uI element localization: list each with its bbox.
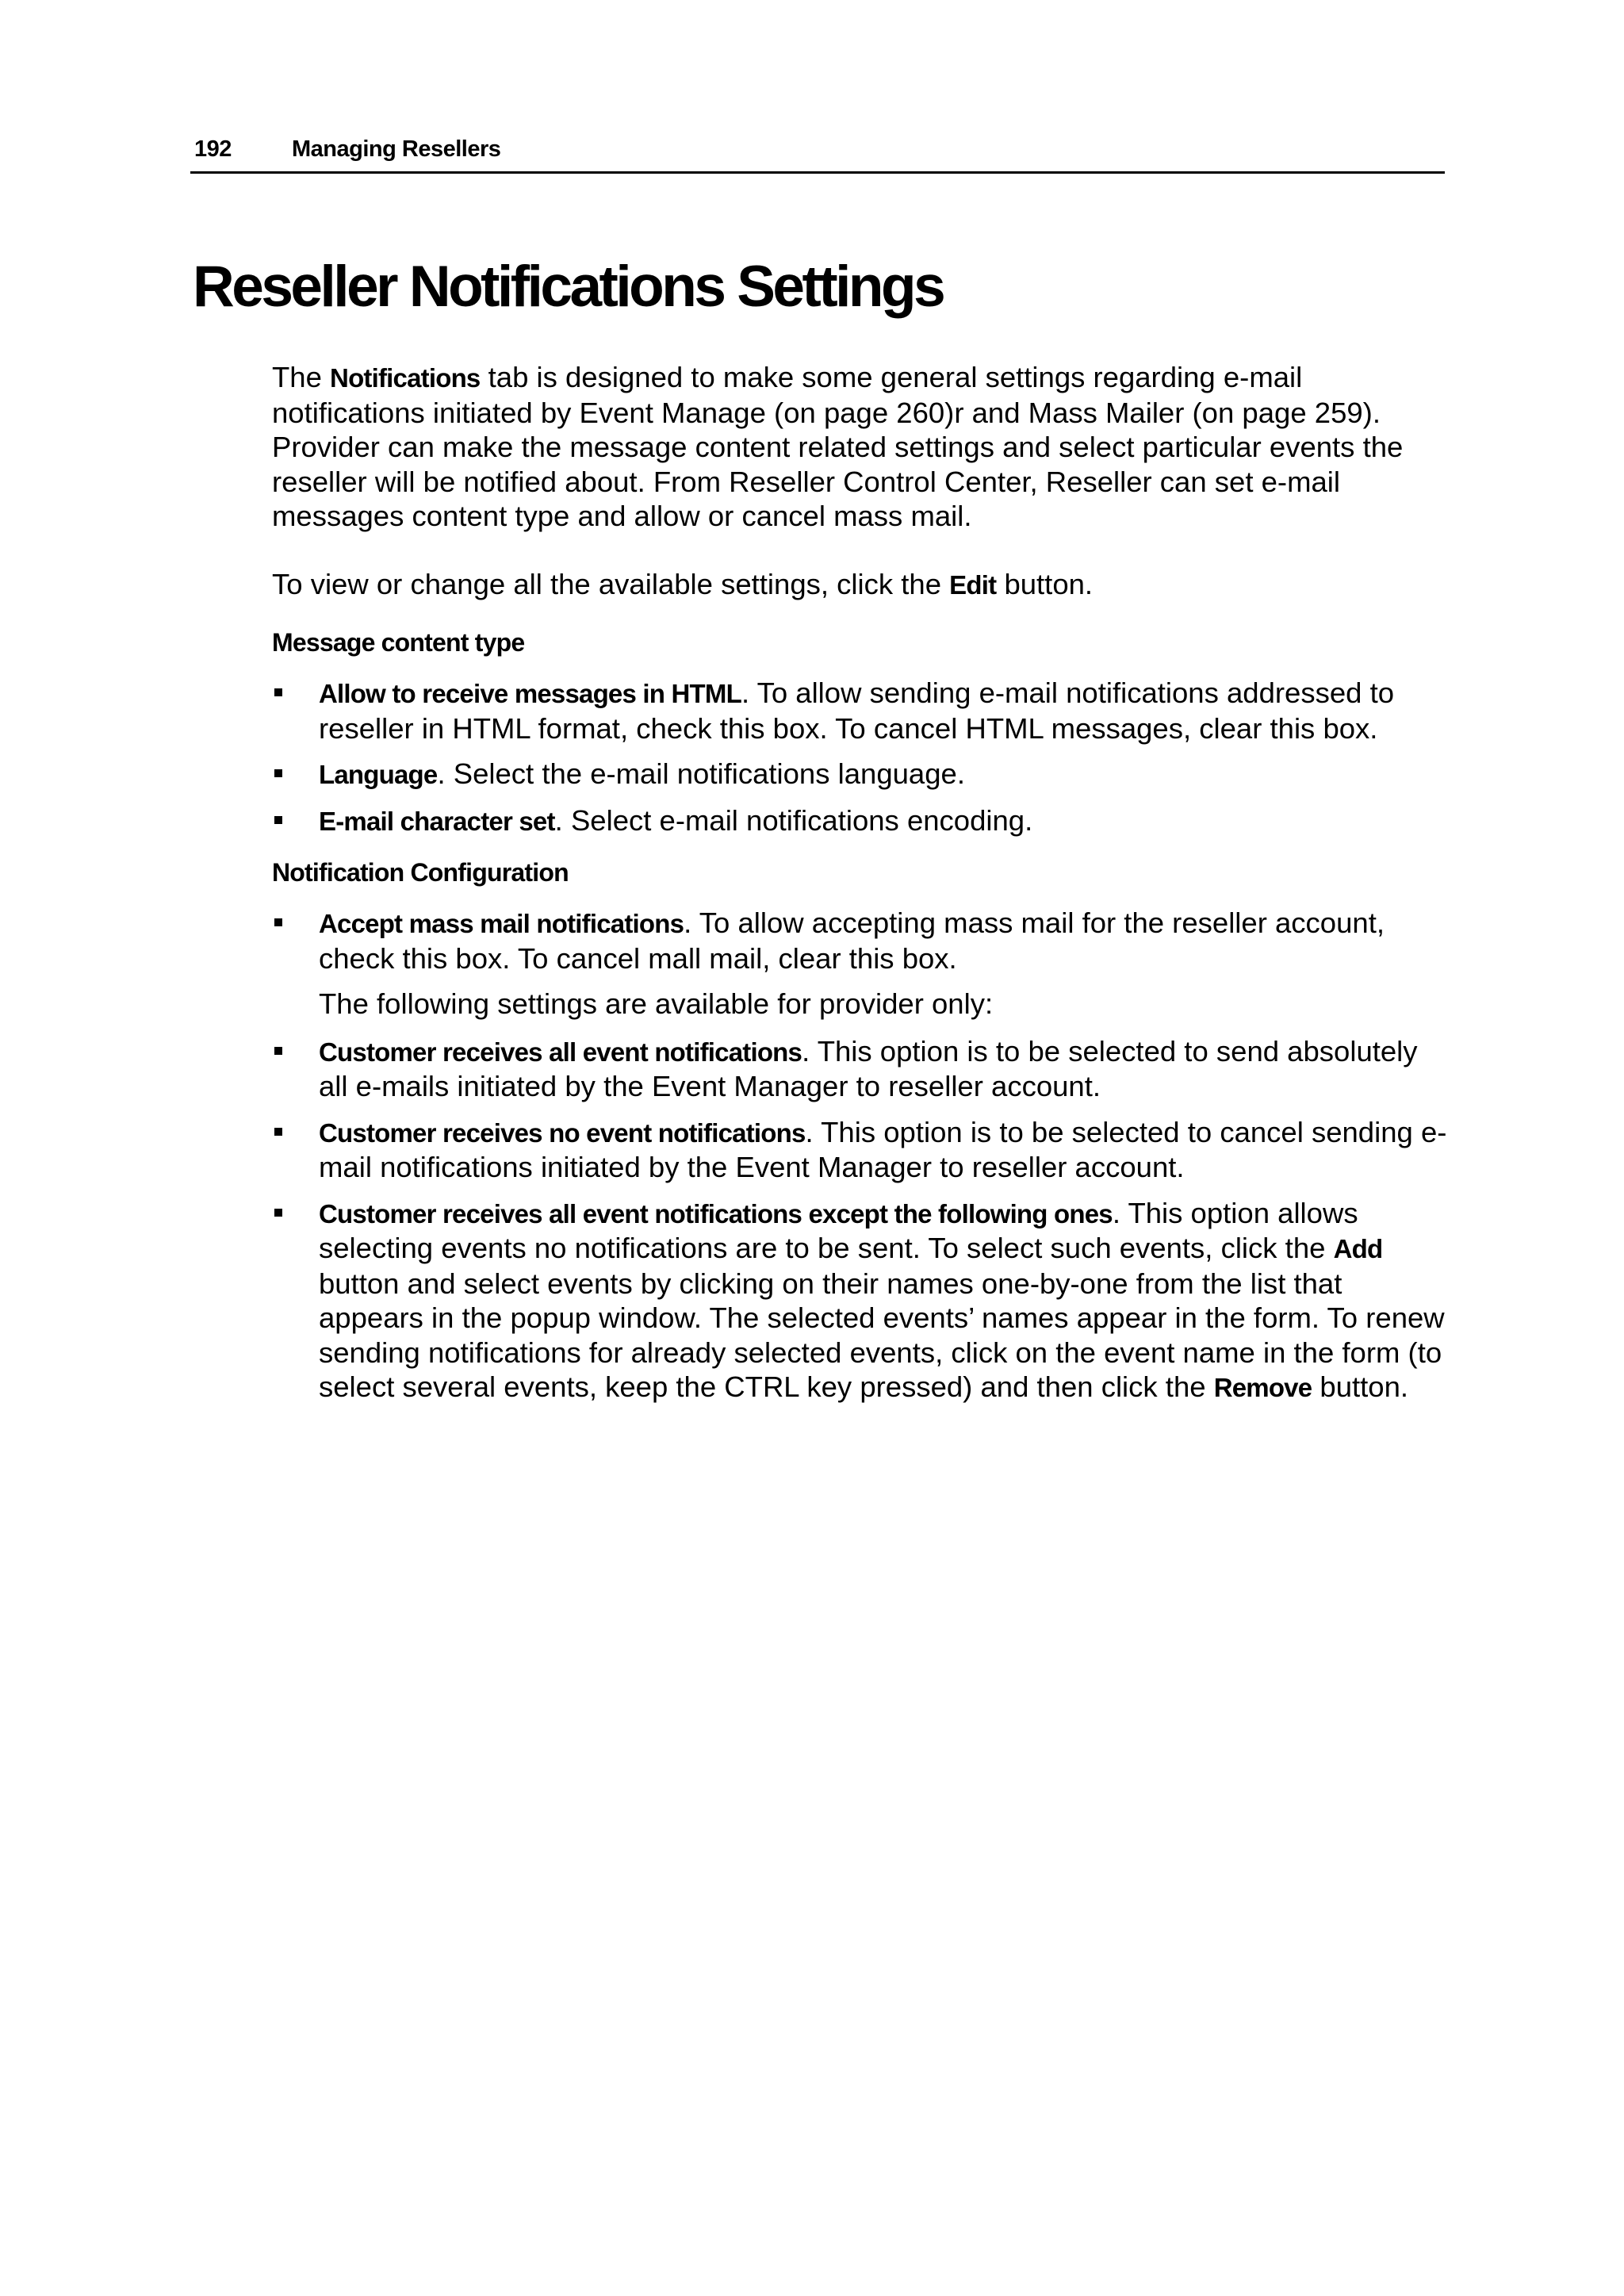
list-item — [272, 1196, 1450, 1405]
bullet-icon — [274, 816, 282, 824]
item-text: button and select events by clicking on their names one-by-one from the list that appears in the popup window. The selected events’ names appear in the form. To renew sending notifications for already selected events, click on the event name in the form (to select several events, keep the CTRL key pressed) and then click the — [319, 1267, 1445, 1403]
section-title: Reseller Notifications Settings — [193, 255, 944, 319]
notification-config-heading: Notification Configuration — [272, 858, 569, 887]
item-text: button. — [1312, 1370, 1409, 1403]
item-text: . This option is to be selected to cancel sending e-mail notifications initiated by the Event Manager to reseller account. — [319, 1115, 1447, 1183]
edit-text-before: To view or change all the available settings, click the — [272, 567, 950, 600]
message-content-list — [272, 676, 1450, 838]
item-text: . To allow sending e-mail notifications addressed to reseller in HTML format, check this box. To cancel HTML messages, clear this box. — [319, 677, 1395, 745]
list-item — [272, 906, 1450, 976]
page-header — [190, 133, 1445, 174]
item-term: Customer receives all event notifications except the following ones — [319, 1198, 1113, 1228]
notifications-tab-term: Notifications — [330, 363, 481, 393]
item-text: . To allow accepting mass mail for the reseller account, check this box. To cancel mall mail, clear this box. — [319, 907, 1385, 975]
edit-instruction — [272, 567, 1450, 603]
bullet-icon — [274, 1047, 282, 1055]
list-item — [272, 1034, 1450, 1104]
event-notification-list — [272, 1034, 1450, 1405]
running-title: Managing Resellers — [292, 136, 501, 162]
item-term: Customer receives no event notifications — [319, 1117, 806, 1148]
bullet-icon — [274, 688, 282, 696]
add-button-term: Add — [1333, 1234, 1383, 1263]
item-term: Accept mass mail notifications — [319, 909, 684, 938]
item-term: Customer receives all event notifications — [319, 1037, 802, 1067]
item-text: . This option is to be selected to send absolutely all e-mails initiated by the Event Manager to reseller account. — [319, 1034, 1418, 1102]
item-term: Language — [319, 760, 438, 789]
item-term: Allow to receive messages in HTML — [319, 679, 741, 708]
edit-button-term: Edit — [949, 569, 997, 600]
bullet-icon — [274, 1209, 282, 1217]
edit-text-after: button. — [996, 567, 1094, 600]
list-item — [272, 803, 1450, 839]
body-content — [272, 360, 1450, 1423]
provider-only-note: The following settings are available for provider only: — [319, 987, 994, 1020]
list-item — [272, 676, 1450, 746]
list-item — [272, 1115, 1450, 1185]
bullet-icon — [274, 918, 282, 926]
item-text: . Select the e-mail notifications language. — [437, 757, 965, 790]
page-number: 192 — [194, 136, 232, 162]
remove-button-term: Remove — [1213, 1373, 1312, 1402]
list-item — [272, 757, 1450, 792]
item-text: . This option allows selecting events no notifications are to be sent. To select such events, click the — [319, 1196, 1358, 1264]
item-term: E-mail character set — [319, 806, 555, 836]
message-content-heading: Message content type — [272, 628, 525, 657]
bullet-icon — [274, 1128, 282, 1136]
bullet-icon — [274, 769, 282, 777]
intro-paragraph — [272, 360, 1450, 534]
item-text: . Select e-mail notifications encoding. — [554, 803, 1033, 837]
intro-text-before: The — [272, 361, 331, 393]
intro-text-after: tab is designed to make some general settings regarding e-mail notifications initiated by Event Manage (on page 260)r and Mass Mailer (on page 259). Provider can make the message content related settings and select particular events the reseller will be notified about. From Reseller Control Center, Reseller can set e-mail messages content type and allow or cancel mass mail. — [272, 361, 1404, 532]
mass-mail-list — [272, 906, 1450, 976]
